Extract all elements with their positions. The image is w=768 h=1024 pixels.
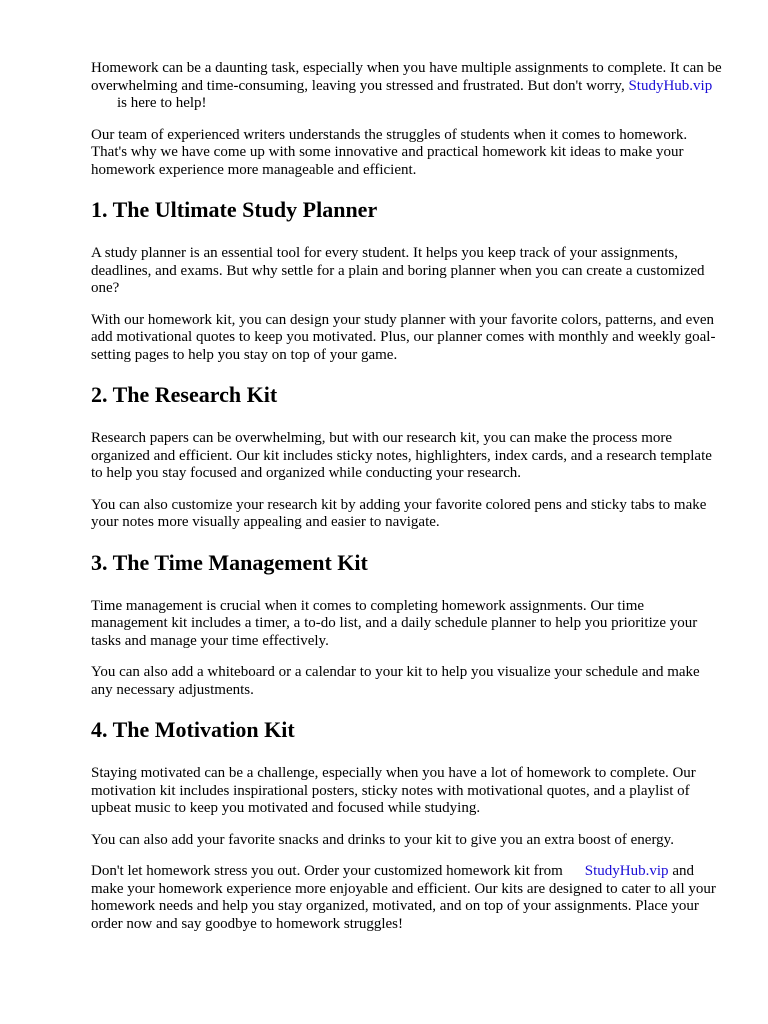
intro-text: Homework can be a daunting task, especially when you have multiple assignments to complete. It can be overwhelming and time-consuming, leaving you stressed and frustrated. But don't worry, xyxy=(91,60,722,94)
intro-paragraph xyxy=(91,60,724,113)
closing-paragraph xyxy=(91,863,724,933)
section-paragraph: Staying motivated can be a challenge, especially when you have a lot of homework to complete. Our motivation kit includes inspirational posters, sticky notes with motivational quotes, and a playlist of upbeat music to keep you motivated and focused while studying. xyxy=(91,765,696,816)
intro-paragraph-2: Our team of experienced writers understands the struggles of students when it comes to homework. That's why we have come up with some innovative and practical homework kit ideas to make your homework experience more manageable and efficient. xyxy=(91,126,688,178)
section-paragraph: You can also add your favorite snacks and drinks to your kit to give you an extra boost of energy. xyxy=(91,831,674,848)
studyhub-link[interactable]: StudyHub.vip xyxy=(628,77,713,94)
studyhub-link[interactable]: StudyHub.vip xyxy=(584,863,669,879)
section-paragraph: You can also add a whiteboard or a calendar to your kit to help you visualize your schedule and make any necessary adjustments. xyxy=(91,664,700,698)
intro-text-after-link: is here to help! xyxy=(117,95,207,111)
section-paragraph: Research papers can be overwhelming, but with our research kit, you can make the process more organized and efficient. Our kit includes sticky notes, highlighters, index cards, and a research template to help you stay focused and organized while conducting your research. xyxy=(91,430,712,481)
section-heading-study-planner: 1. The Ultimate Study Planner xyxy=(91,197,378,222)
section-paragraph: Time management is crucial when it comes to completing homework assignments. Our time management kit includes a timer, a to-do list, and a daily schedule planner to help you prioritize your tasks and manage your time effectively. xyxy=(91,597,698,649)
section-paragraph: You can also customize your research kit by adding your favorite colored pens and sticky tabs to make your notes more visually appealing and easier to navigate. xyxy=(91,496,707,530)
section-paragraph: With our homework kit, you can design your study planner with your favorite colors, patterns, and even add motivational quotes to keep you motivated. Plus, our planner comes with monthly and weekly goal-setting pages to help you stay on top of your game. xyxy=(91,311,716,363)
section-heading-time-management-kit: 3. The Time Management Kit xyxy=(91,549,368,575)
section-paragraph: A study planner is an essential tool for every student. It helps you keep track of your assignments, deadlines, and exams. But why settle for a plain and boring planner when you can create a customized one? xyxy=(91,245,705,296)
section-heading-motivation-kit: 4. The Motivation Kit xyxy=(91,717,295,742)
section-heading-research-kit: 2. The Research Kit xyxy=(91,382,278,407)
closing-text-after-link: and make your homework experience more enjoyable and efficient. Our kits are designed to cater to all your homework needs and help you stay organized, motivated, and on top of your assignments. Place your order now and say goodbye to homework struggles! xyxy=(91,863,716,932)
closing-text: Don't let homework stress you out. Order your customized homework kit from xyxy=(91,863,563,879)
